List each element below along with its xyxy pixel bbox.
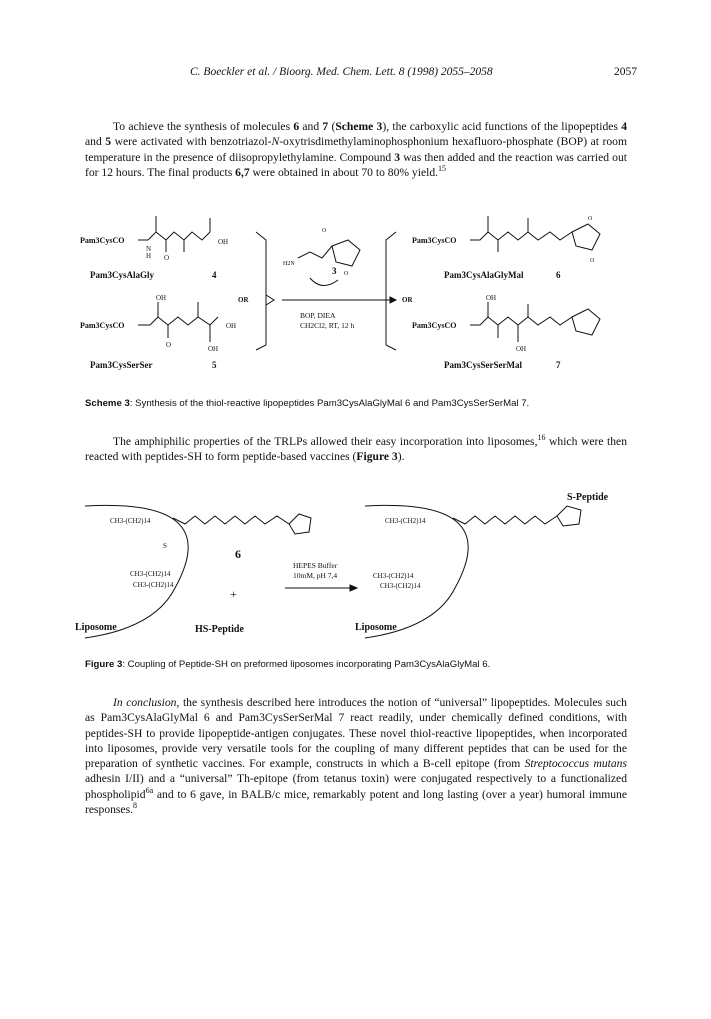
atom-label: OH — [208, 345, 219, 353]
lipid-chain-label: CH3-(CH2)14 — [133, 581, 174, 589]
text-run: which were then reacted with peptides-SH to form peptide-based vaccines ( — [85, 435, 627, 464]
atom-label: O — [590, 258, 595, 264]
paragraph-conclusion — [85, 695, 627, 817]
atom-label: O — [166, 341, 172, 349]
compound-5-structure — [80, 294, 236, 370]
right-brace — [386, 232, 396, 350]
liposome-label-right: Liposome — [355, 622, 397, 633]
or-label: OR — [402, 296, 413, 304]
text-run: ( — [328, 120, 336, 133]
compound-6-number: 6 — [235, 547, 241, 561]
hs-peptide-label: HS-Peptide — [195, 624, 244, 635]
scheme-ref: Scheme 3 — [335, 120, 383, 133]
reference-superscript: 6a — [145, 785, 154, 795]
text-run: were activated with benzotriazol- — [111, 135, 272, 149]
reference-superscript: 15 — [438, 164, 447, 174]
lipid-chain-label: CH3-(CH2)14 — [373, 572, 414, 580]
pam3cysco-label: Pam3CysCO — [412, 236, 457, 245]
text-run: -oxytrisdimethylaminophosphonium hexafluoro-phosphate (BOP) at room temperature in the presence of diisopropylethylamine. Compound — [85, 135, 627, 164]
figure-caption — [85, 659, 645, 670]
s-peptide-label: S-Peptide — [567, 492, 609, 503]
paragraph-synthesis — [85, 119, 627, 180]
atom-label: H — [146, 252, 152, 260]
text-run: N — [271, 135, 280, 149]
compound-7-name: Pam3CysSerSerMal — [444, 360, 522, 370]
compound-6-name: Pam3CysAlaGlyMal — [444, 270, 524, 280]
compound-7-structure — [412, 294, 600, 370]
caption-text: : Synthesis of the thiol-reactive lipopeptides Pam3CysAlaGlyMal 6 and Pam3CysSerSerMal 7. — [129, 398, 530, 409]
reagent-conditions-2: CH2Cl2, RT, 12 h — [300, 321, 355, 330]
compound-ref: 6 — [293, 120, 300, 133]
text-run: To achieve the synthesis of molecules — [113, 120, 294, 133]
species-name: Streptococcus mutans — [524, 757, 627, 771]
reference-superscript: 16 — [537, 433, 546, 443]
paragraph-liposomes — [85, 434, 627, 465]
text-run: was then added and the reaction was carried out for 12 hours. The final products — [85, 150, 627, 179]
pam3cysco-label: Pam3CysCO — [412, 321, 457, 330]
atom-label: OH — [486, 294, 497, 302]
compound-ref: 3 — [394, 150, 401, 164]
text-run: were obtained in about 70 to 80% yield. — [249, 165, 439, 179]
compound-5-name: Pam3CysSerSer — [90, 360, 153, 370]
plus-sign: + — [230, 587, 237, 601]
or-label: OR — [238, 296, 249, 304]
atom-label: O — [344, 271, 349, 277]
scheme-3-diagram — [60, 210, 660, 385]
compound-6-structure — [412, 216, 600, 280]
liposome-label-left: Liposome — [75, 622, 117, 633]
compound-ref: 7 — [322, 120, 329, 133]
atom-label: S — [163, 542, 167, 550]
text-run: The amphiphilic properties of the TRLPs allowed their easy incorporation into liposomes, — [113, 435, 538, 448]
reference-superscript: 8 — [132, 801, 137, 811]
lipid-chain-label: CH3-(CH2)14 — [130, 570, 171, 578]
text-run: adhesin I/II) and a “universal” Th-epitope (from tetanus toxin) were conjugated respectively to a functionalized phospholipid — [85, 772, 627, 801]
journal-citation: C. Boeckler et al. / Bioorg. Med. Chem. Lett. 8 (1998) 2055–2058 — [190, 66, 493, 78]
text-run: and — [85, 135, 106, 149]
compound-4-number: 4 — [212, 270, 217, 280]
atom-label: OH — [218, 238, 229, 246]
atom-label: OH — [516, 345, 527, 353]
compound-ref: 4 — [621, 120, 627, 133]
page-number: 2057 — [614, 66, 637, 78]
text-run: ), the carboxylic acid functions of the lipopeptides — [382, 120, 622, 133]
buffer-condition-1: HEPES Buffer — [293, 561, 338, 570]
buffer-condition-2: 10mM, pH 7,4 — [293, 571, 338, 580]
atom-label: OH — [156, 294, 167, 302]
lipid-chain-label: CH3-(CH2)14 — [380, 582, 421, 590]
compound-ref: 6,7 — [235, 165, 250, 179]
atom-label: OH — [226, 322, 237, 330]
compound-5-number: 5 — [212, 360, 217, 370]
lipid-chain-label: CH3-(CH2)14 — [110, 517, 151, 525]
atom-label: O — [588, 216, 593, 222]
caption-label: Figure 3 — [85, 659, 123, 670]
curved-arrow — [310, 278, 338, 286]
figure-3-diagram — [55, 488, 635, 648]
atom-label: N — [146, 245, 152, 253]
atom-label: O — [164, 254, 170, 262]
text-run: and to 6 gave, in BALB/c mice, remarkably potent and long lasting (over a year) humoral immune responses. — [85, 787, 627, 817]
text-run: ). — [397, 450, 405, 464]
compound-6-number: 6 — [556, 270, 561, 280]
reagent-3-structure — [283, 228, 360, 277]
caption-text: : Coupling of Peptide-SH on preformed liposomes incorporating Pam3CysAlaGlyMal 6. — [122, 659, 491, 670]
scheme-caption — [85, 398, 645, 409]
atom-label: H2N — [283, 261, 295, 267]
compound-4-structure — [80, 216, 228, 280]
reagent-conditions-1: BOP, DIEA — [300, 311, 336, 320]
left-brace — [256, 232, 266, 350]
reagent-3-number: 3 — [332, 266, 337, 276]
text-run: , the synthesis described here introduces the notion of “universal” lipopeptides. Molecules such as Pam3CysAlaGlyMal 6 and Pam3CysSerSerMal 7 react readily, under chemically defined conditions, with peptides-SH to provide lipopeptide-antigen conjugates. These novel thiol-reactive lipopeptides, when incorporated into liposomes, provide very versatile tools for the coupling of many different peptides that can be used for the preparation of synthetic vaccines. For example, constructs in which a B-cell epitope (from — [85, 696, 627, 771]
pam3cysco-label: Pam3CysCO — [80, 236, 125, 245]
compound-ref: 5 — [105, 135, 112, 149]
compound-7-number: 7 — [556, 360, 561, 370]
compound-4-name: Pam3CysAlaGly — [90, 270, 154, 280]
lipid-chain-label: CH3-(CH2)14 — [385, 517, 426, 525]
atom-label: O — [322, 228, 327, 234]
pam3cysco-label: Pam3CysCO — [80, 321, 125, 330]
caption-label: Scheme 3 — [85, 398, 130, 409]
text-run: In conclusion — [113, 696, 177, 709]
text-run: and — [299, 120, 323, 133]
figure-ref: Figure 3 — [356, 450, 398, 464]
